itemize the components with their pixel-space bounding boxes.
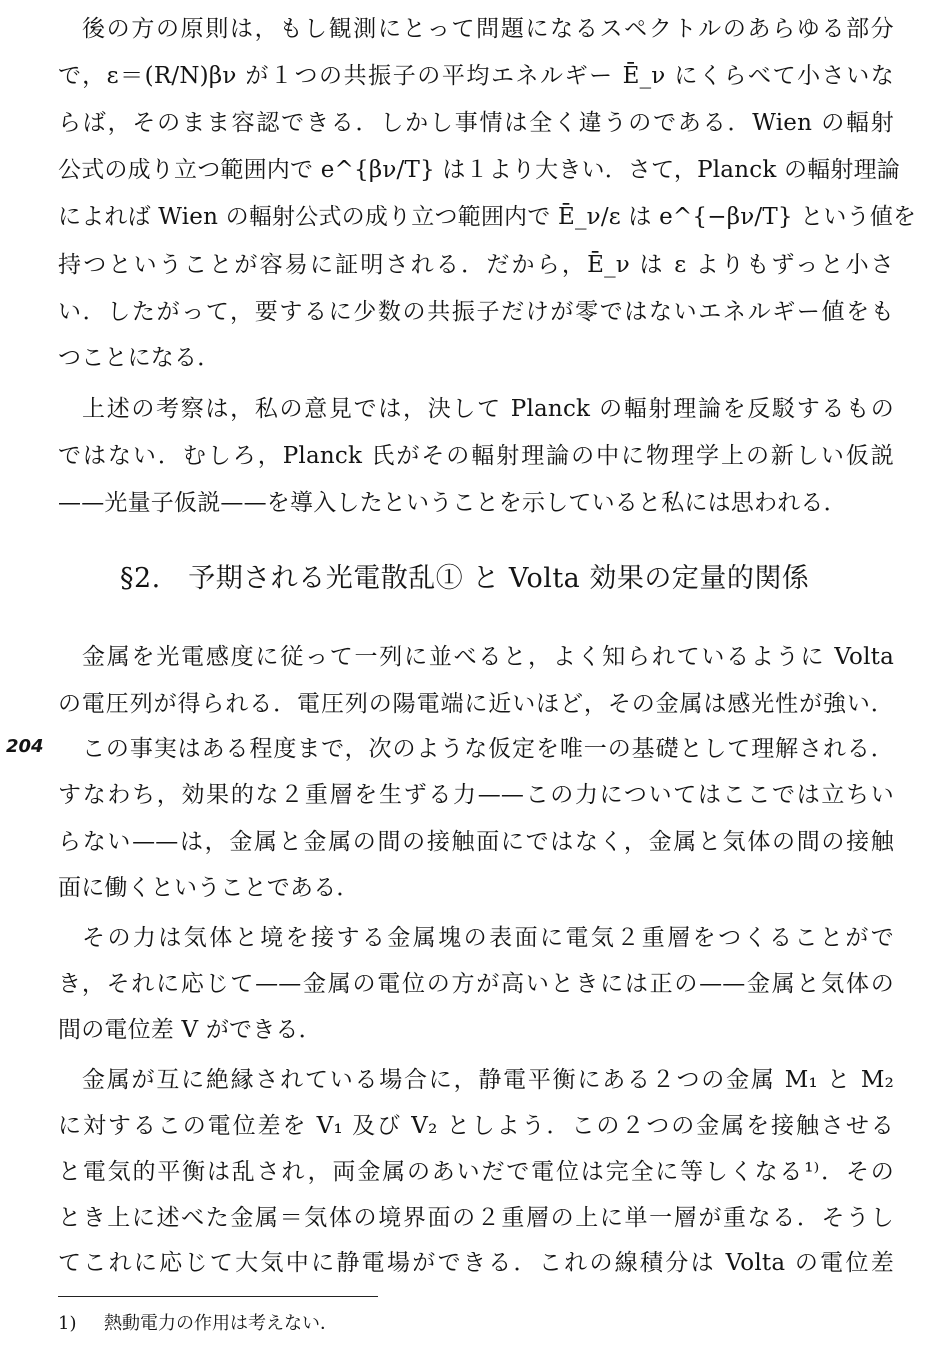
text-line: すなわち，効果的な２重層を生ずる力——この力についてはここでは立ちい — [58, 782, 894, 808]
text-line: に対するこの電位差を V₁ 及び V₂ としよう．この２つの金属を接触させる — [58, 1113, 894, 1139]
text-line: らない——は，金属と金属の間の接触面にではなく，金属と気体の間の接触 — [58, 829, 894, 855]
text-line: ではない．むしろ，Planck 氏がその輻射理論の中に物理学上の新しい仮説 — [58, 443, 894, 469]
text-line: てこれに応じて大気中に静電場ができる．これの線積分は Volta の電位差 — [58, 1250, 894, 1276]
footnote-number: 1) — [58, 1313, 77, 1334]
text-line: 公式の成り立つ範囲内で e^{βν/T} は１より大きい．さて，Planck の輻射理論 — [58, 157, 900, 183]
text-line: 間の電位差 V ができる． — [58, 1017, 322, 1043]
text-line: 金属が互に絶縁されている場合に，静電平衡にある２つの金属 M₁ と M₂ — [82, 1067, 894, 1093]
text-line: ——光量子仮説——を導入したということを示していると私には思われる． — [58, 490, 847, 516]
text-line: とき上に述べた金属＝気体の境界面の２重層の上に単一層が重なる．そうし — [58, 1205, 894, 1231]
margin-page-number: 204 — [6, 736, 44, 757]
text-line: で，ε＝(R/N)βν が１つの共振子の平均エネルギー Ē_ν にくらべて小さいな — [58, 63, 894, 89]
text-line: 面に働くということである． — [58, 875, 360, 901]
footnote-rule — [58, 1296, 378, 1297]
text-line: 持つということが容易に証明される．だから，Ē_ν は ε よりもずっと小さ — [58, 252, 894, 278]
text-line: 後の方の原則は，もし観測にとって問題になるスペクトルのあらゆる部分 — [82, 16, 894, 42]
footnote — [58, 1312, 338, 1336]
footnote-text: 熱動電力の作用は考えない． — [104, 1313, 338, 1334]
text-line: の電圧列が得られる．電圧列の陽電端に近いほど，その金属は感光性が強い． — [58, 691, 894, 717]
text-line: 金属を光電感度に従って一列に並べると，よく知られているように Volta — [82, 644, 894, 670]
text-line: き，それに応じて——金属の電位の方が高いときには正の——金属と気体の — [58, 971, 894, 997]
section-heading: §2. 予期される光電散乱① と Volta 効果の定量的関係 — [120, 563, 810, 594]
text-line: つことになる． — [58, 345, 221, 371]
text-line: らば，そのまま容認できる．しかし事情は全く違うのである．Wien の輻射 — [58, 110, 894, 136]
text-line: によれば Wien の輻射公式の成り立つ範囲内で Ē_ν/ε は e^{−βν/T} という値を — [58, 204, 917, 230]
text-line: この事実はある程度まで，次のような仮定を唯一の基礎として理解される． — [82, 736, 894, 762]
text-line: その力は気体と境を接する金属塊の表面に電気２重層をつくることがで — [82, 925, 894, 951]
text-line: 上述の考察は，私の意見では，決して Planck の輻射理論を反駁するもの — [82, 396, 894, 422]
text-line: と電気的平衡は乱され，両金属のあいだで電位は完全に等しくなる¹⁾．その — [58, 1159, 894, 1185]
text-line: い．したがって，要するに少数の共振子だけが零ではないエネルギー値をも — [58, 299, 894, 325]
